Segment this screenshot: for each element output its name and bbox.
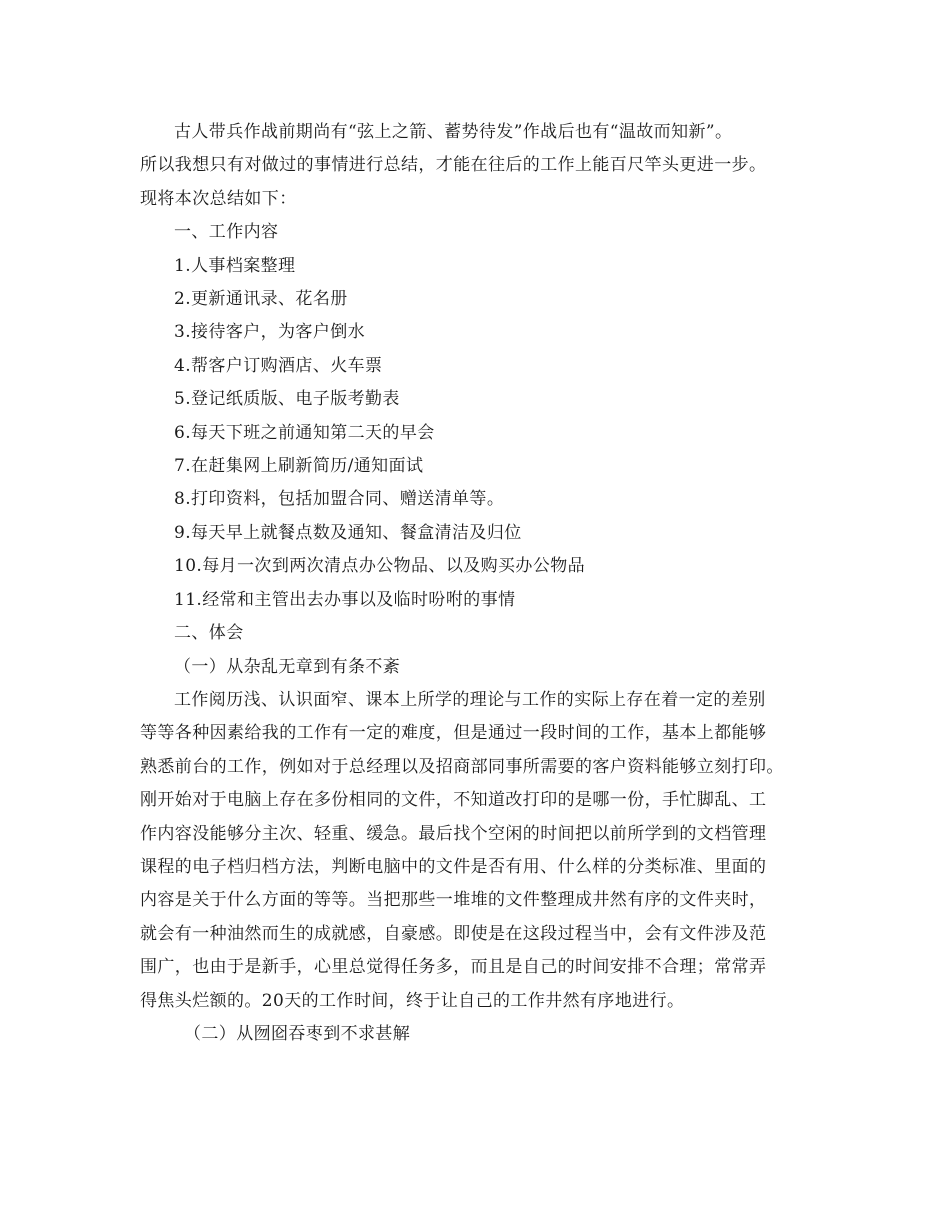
work-item: 5.登记纸质版、电子版考勤表 [174,389,400,410]
subsection-heading-2: （二）从囫囵吞枣到不求甚解 [184,1023,411,1044]
document-body [140,116,816,1051]
work-item: 7.在赶集网上刷新简历/通知面试 [174,456,424,477]
work-item: 10.每月一次到两次清点办公物品、以及购买办公物品 [174,556,586,577]
work-item: 9.每天早上就餐点数及通知、餐盒清洁及归位 [174,522,522,543]
subsection-heading-1: （一）从杂乱无章到有条不紊 [174,656,401,677]
intro-line-2: 所以我想只有对做过的事情进行总结，才能在往后的工作上能百尺竿头更进一步。 [140,155,767,176]
body-line: 得焦头烂额的。20天的工作时间，终于让自己的工作井然有序地进行。 [140,990,685,1011]
section-heading-experience: 二、体会 [174,623,244,644]
work-item: 1.人事档案整理 [174,255,296,276]
work-item: 4.帮客户订购酒店、火车票 [174,355,383,376]
body-line: 就会有一种油然而生的成就感，自豪感。即使是在这段过程当中，会有文件涉及范 [140,923,767,944]
intro-line-3: 现将本次总结如下： [140,188,297,209]
body-line: 工作阅历浅、认识面窄、课本上所学的理论与工作的实际上存在着一定的差别 [174,689,766,710]
work-item: 3.接待客户，为客户倒水 [174,322,366,343]
body-line: 等等各种因素给我的工作有一定的难度，但是通过一段时间的工作，基本上都能够 [140,723,767,744]
intro-line-1: 古人带兵作战前期尚有“弦上之箭、蓄势待发”作战后也有“温故而知新”。 [174,122,733,142]
body-line: 课程的电子档归档方法，判断电脑中的文件是否有用、什么样的分类标准、里面的 [140,856,767,877]
body-line: 刚开始对于电脑上存在多份相同的文件，不知道改打印的是哪一份，手忙脚乱、工 [140,790,767,811]
section-heading-work-content: 一、工作内容 [174,222,279,243]
body-line: 作内容没能够分主次、轻重、缓急。最后找个空闲的时间把以前所学到的文档管理 [140,823,767,844]
body-line: 熟悉前台的工作，例如对于总经理以及招商部同事所需要的客户资料能够立刻打印。 [140,756,784,777]
body-line: 内容是关于什么方面的等等。当把那些一堆堆的文件整理成井然有序的文件夹时， [140,890,767,911]
work-item: 2.更新通讯录、花名册 [174,289,348,310]
work-item: 8.打印资料，包括加盟合同、赠送清单等。 [174,489,505,510]
work-item: 6.每天下班之前通知第二天的早会 [174,422,435,443]
body-line: 围广，也由于是新手，心里总觉得任务多，而且是自己的时间安排不合理；常常弄 [140,957,767,978]
work-item: 11.经常和主管出去办事以及临时吩咐的事情 [174,589,516,610]
